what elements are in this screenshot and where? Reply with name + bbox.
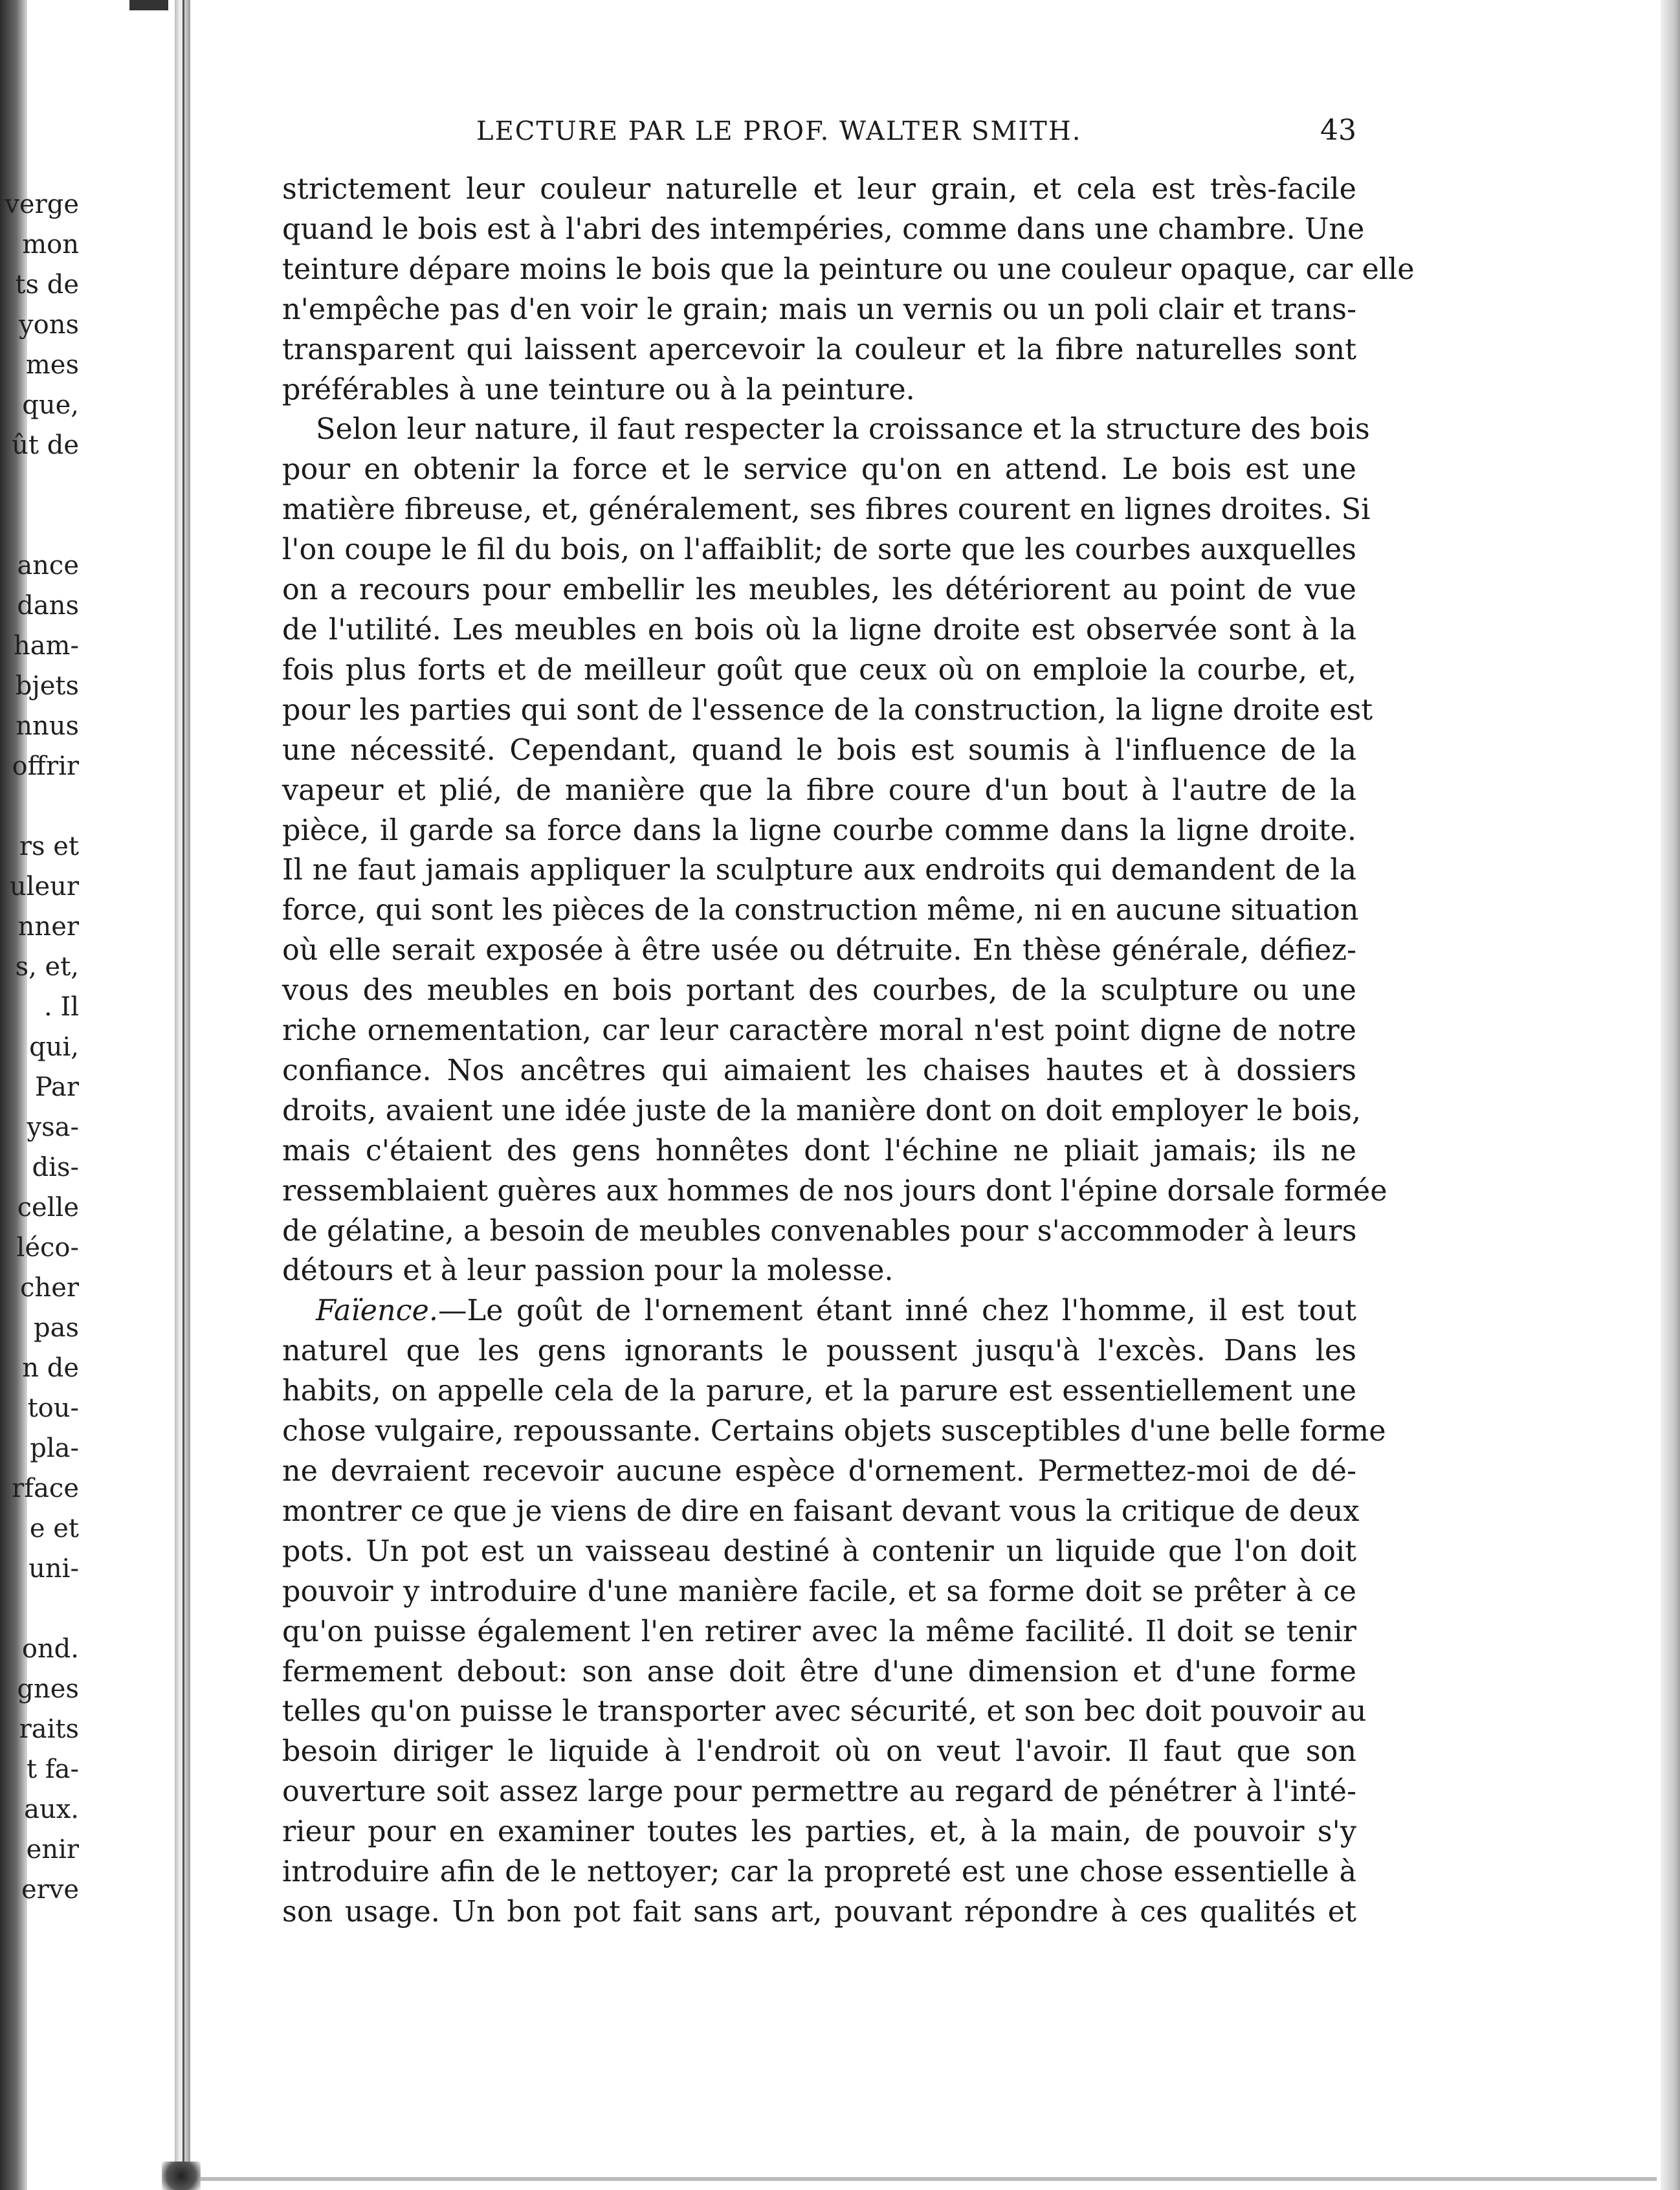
text-line: chose vulgaire, repoussante. Certains objets susceptibles d'une belle forme (282, 1415, 1386, 1448)
bottom-binding-shadow (162, 2162, 201, 2190)
text-line: ne devraient recevoir aucune espèce d'ornement. Permettez-moi de dé- (282, 1455, 1356, 1488)
facing-page-fragment: offrir (12, 751, 79, 781)
facing-page-fragments (0, 0, 84, 2190)
facing-page-fragment: ance (17, 551, 79, 581)
body-text (282, 170, 1415, 1932)
text-line: ouverture soit assez large pour permettre au regard de pénétrer à l'inté- (282, 1775, 1356, 1809)
facing-page-fragment: que, (22, 390, 79, 420)
facing-page-fragment: aux. (24, 1795, 79, 1824)
text-line: vapeur et plié, de manière que la fibre coure d'un bout à l'autre de la (282, 773, 1356, 807)
text-line: force, qui sont les pièces de la construction même, ni en aucune situation (282, 894, 1359, 927)
facing-page-fragment: t fa- (27, 1754, 79, 1784)
facing-page-fragment: gnes (17, 1674, 79, 1704)
text-line: fermement debout: son anse doit être d'une dimension et d'une forme (282, 1655, 1356, 1688)
text-line: fois plus forts et de meilleur goût que ceux où on emploie la courbe, et, (282, 653, 1356, 687)
text-line: une nécessité. Cependant, quand le bois est soumis à l'influence de la (282, 733, 1356, 767)
text-line: strictement leur couleur naturelle et leur grain, et cela est très-facile (282, 173, 1356, 206)
text-line: n'empêche pas d'en voir le grain; mais un vernis ou un poli clair et trans- (282, 293, 1356, 326)
facing-page-fragment: uni- (28, 1554, 79, 1584)
facing-page-fragment: mes (25, 350, 79, 380)
text-line: pour les parties qui sont de l'essence de la construction, la ligne droite est (282, 693, 1373, 727)
text-line: son usage. Un bon pot fait sans art, pouvant répondre à ces qualités et (282, 1895, 1356, 1929)
facing-page-fragment: enir (26, 1835, 79, 1864)
facing-page-fragment: Par (34, 1072, 79, 1102)
facing-page-fragment: rs et (19, 832, 79, 861)
facing-page-fragment: pla- (30, 1433, 79, 1463)
text-line: transparent qui laissent apercevoir la couleur et la fibre naturelles sont (282, 333, 1356, 366)
facing-page-fragment: qui, (29, 1032, 79, 1062)
text-line: habits, on appelle cela de la parure, et la parure est essentiellement une (282, 1375, 1356, 1408)
facing-page-fragment: . Il (43, 992, 79, 1022)
gutter-fold-line (182, 0, 184, 2190)
text-line: détours et à leur passion pour la molesse. (282, 1254, 894, 1288)
text-line: pouvoir y introduire d'une manière facile, et sa forme doit se prêter à ce (282, 1575, 1356, 1608)
text-line: ressemblaient guères aux hommes de nos jours dont l'épine dorsale formée (282, 1174, 1387, 1208)
facing-page-fragment: ysa- (27, 1112, 79, 1142)
facing-page-fragment: nnus (16, 711, 79, 741)
facing-page-fragment: s, et, (15, 952, 79, 982)
facing-page-fragment: yons (19, 310, 79, 340)
text-line: naturel que les gens ignorants le poussent jusqu'à l'excès. Dans les (282, 1334, 1356, 1368)
text-line: Il ne faut jamais appliquer la sculpture aux endroits qui demandent de la (282, 854, 1356, 887)
running-head-title: LECTURE PAR LE PROF. WALTER SMITH. (476, 116, 1082, 146)
text-line: introduire afin de le nettoyer; car la propreté est une chose essentielle à (282, 1855, 1356, 1889)
running-head (282, 104, 1356, 155)
facing-page-fragment: cher (20, 1273, 79, 1303)
text-line: de gélatine, a besoin de meubles convenables pour s'accommoder à leurs (282, 1214, 1357, 1248)
facing-page-fragment: bjets (15, 671, 79, 701)
text-line: où elle serait exposée à être usée ou détruite. En thèse générale, défiez- (282, 934, 1356, 968)
text-line: on a recours pour embellir les meubles, les détériorent au point de vue (282, 573, 1356, 607)
paragraph-wood-finish (282, 170, 1415, 410)
facing-page-fragment: ts de (15, 270, 79, 300)
paragraph-wood-structure (282, 410, 1387, 1291)
text-line: l'on coupe le fil du bois, on l'affaiblit; de sorte que les courbes auxquelles (282, 533, 1356, 567)
facing-page-fragment: ût de (12, 430, 79, 460)
text-line: vous des meubles en bois portant des courbes, de la sculpture ou une (282, 974, 1356, 1008)
facing-page-fragment: nner (17, 912, 79, 942)
paragraph-faience (282, 1291, 1386, 1932)
right-page-edge (1661, 0, 1680, 2190)
text-line: Selon leur nature, il faut respecter la croissance et la structure des bois (316, 413, 1370, 447)
text-line: mais c'étaient des gens honnêtes dont l'échine ne pliait jamais; ils ne (282, 1134, 1356, 1167)
book-page (282, 104, 1415, 1932)
text-line: pour en obtenir la force et le service qu'on en attend. Le bois est une (282, 453, 1356, 487)
text-line: pièce, il garde sa force dans la ligne courbe comme dans la ligne droite. (282, 813, 1356, 847)
text-line (282, 1291, 1356, 1331)
top-edge-mark (129, 0, 168, 10)
facing-page-fragment: ham- (13, 631, 79, 661)
facing-page-fragment: tou- (27, 1393, 79, 1423)
facing-page-fragment: raits (19, 1714, 79, 1744)
facing-page-fragment: dis- (32, 1153, 79, 1182)
text-line: pots. Un pot est un vaisseau destiné à contenir un liquide que l'on doit (282, 1534, 1356, 1568)
page-number: 43 (1320, 114, 1356, 147)
text-line: droits, avaient une idée juste de la manière dont on doit employer le bois, (282, 1094, 1362, 1127)
text-line-rest: —Le goût de l'ornement étant inné chez l'homme, il est tout (438, 1294, 1356, 1328)
facing-page-fragment: rface (12, 1474, 79, 1503)
facing-page-fragment: verge (5, 190, 79, 219)
facing-page-fragment: e et (29, 1514, 79, 1543)
text-line: qu'on puisse également l'en retirer avec la même facilité. Il doit se tenir (282, 1615, 1356, 1648)
text-line: quand le bois est à l'abri des intempéries, comme dans une chambre. Une (282, 212, 1365, 246)
text-line: rieur pour en examiner toutes les parties, et, à la main, de pouvoir s'y (282, 1815, 1356, 1849)
facing-page-fragment: ond. (21, 1634, 79, 1664)
facing-page-fragment: n de (22, 1353, 79, 1383)
facing-page-fragment: dans (17, 591, 79, 621)
text-line: préférables à une teinture ou à la peinture. (282, 373, 915, 406)
facing-page-fragment: mon (22, 230, 79, 260)
text-line: matière fibreuse, et, généralement, ses fibres courent en lignes droites. Si (282, 493, 1371, 527)
facing-page-fragment: celle (17, 1193, 79, 1222)
bottom-page-edge (201, 2177, 1657, 2181)
facing-page-fragment: pas (34, 1313, 79, 1343)
text-line: riche ornementation, car leur caractère moral n'est point digne de notre (282, 1014, 1356, 1048)
text-line: de l'utilité. Les meubles en bois où la ligne droite est observée sont à la (282, 613, 1356, 647)
section-title: Faïence. (316, 1294, 439, 1328)
text-line: teinture dépare moins le bois que la peinture ou une couleur opaque, car elle (282, 252, 1415, 286)
text-line: telles qu'on puisse le transporter avec sécurité, et son bec doit pouvoir au (282, 1695, 1367, 1729)
text-line: montrer ce que je viens de dire en faisant devant vous la critique de deux (282, 1494, 1360, 1528)
facing-page-fragment: erve (21, 1875, 79, 1905)
facing-page-fragment: léco- (16, 1233, 79, 1263)
text-line: confiance. Nos ancêtres qui aimaient les chaises hautes et à dossiers (282, 1054, 1356, 1087)
text-line: besoin diriger le liquide à l'endroit où on veut l'avoir. Il faut que son (282, 1735, 1356, 1769)
facing-page-fragment: uleur (9, 872, 79, 901)
